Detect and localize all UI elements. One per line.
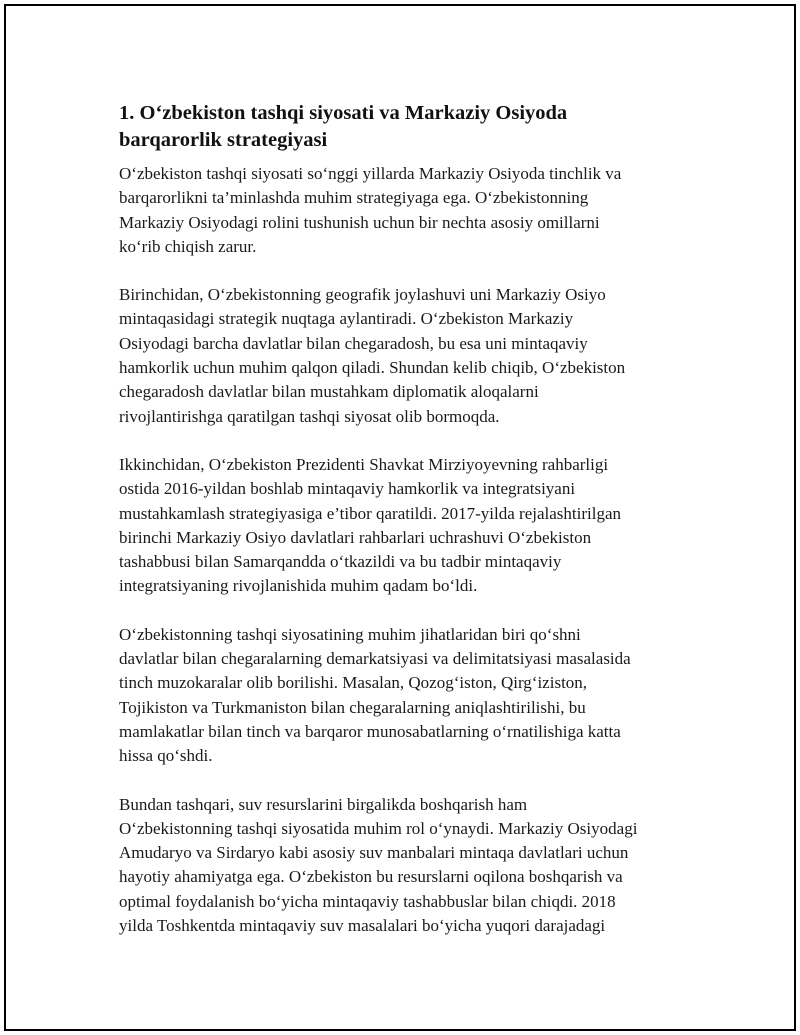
- text-line: chegaradosh davlatlar bilan mustahkam diplomatik aloqalarni: [119, 382, 539, 402]
- text-line: optimal foydalanish bo‘yicha mintaqaviy tashabbuslar bilan chiqdi. 2018: [119, 891, 616, 911]
- section-heading: [119, 100, 699, 154]
- heading-line: barqarorlik strategiyasi: [119, 129, 328, 151]
- text-line: O‘zbekiston tashqi siyosati so‘nggi yillarda Markaziy Osiyoda tinchlik va: [119, 164, 622, 183]
- text-line: integratsiyaning rivojlanishida muhim qadam bo‘ldi.: [119, 576, 478, 596]
- paragraph: [119, 793, 699, 939]
- text-line: birinchi Markaziy Osiyo davlatlari rahbarlari uchrashuvi O‘zbekiston: [119, 527, 592, 547]
- text-line: Tojikiston va Turkmaniston bilan chegaralarning aniqlashtirilishi, bu: [119, 697, 586, 717]
- paragraph: [119, 283, 699, 429]
- text-line: Osiyodagi barcha davlatlar bilan chegaradosh, bu esa uni mintaqaviy: [119, 333, 588, 353]
- text-line: hamkorlik uchun muhim qalqon qiladi. Shundan kelib chiqib, O‘zbekiston: [119, 358, 626, 378]
- paragraph: [119, 162, 699, 259]
- text-line: Ikkinchidan, O‘zbekiston Prezidenti Shavkat Mirziyoyevning rahbarligi: [119, 454, 609, 474]
- text-line: mamlakatlar bilan tinch va barqaror munosabatlarning o‘rnatilishiga katta: [119, 721, 621, 741]
- page-frame: [4, 4, 796, 1031]
- paragraph: [119, 453, 699, 599]
- text-line: davlatlar bilan chegaralarning demarkatsiyasi va delimitatsiyasi masalasida: [119, 649, 631, 669]
- text-line: O‘zbekistonning tashqi siyosatida muhim rol o‘ynaydi. Markaziy Osiyodagi: [119, 818, 638, 838]
- text-line: Bundan tashqari, suv resurslarini birgalikda boshqarish ham: [119, 794, 528, 814]
- text-line: mintaqasidagi strategik nuqtaga aylantiradi. O‘zbekiston Markaziy: [119, 309, 574, 329]
- document-body: [119, 100, 699, 962]
- heading-line: 1. O‘zbekiston tashqi siyosati va Markaziy Osiyoda: [119, 102, 568, 124]
- paragraph: [119, 623, 699, 769]
- text-line: yilda Toshkentda mintaqaviy suv masalalari bo‘yicha yuqori darajadagi: [119, 916, 606, 936]
- text-line: Markaziy Osiyodagi rolini tushunish uchun bir nechta asosiy omillarni: [119, 212, 600, 232]
- text-line: Amudaryo va Sirdaryo kabi asosiy suv manbalari mintaqa davlatlari uchun: [119, 843, 629, 863]
- text-line: tashabbusi bilan Samarqandda o‘tkazildi va bu tadbir mintaqaviy: [119, 552, 562, 572]
- text-line: Birinchidan, O‘zbekistonning geografik joylashuvi uni Markaziy Osiyo: [119, 285, 606, 305]
- text-line: hayotiy ahamiyatga ega. O‘zbekiston bu resurslarni oqilona boshqarish va: [119, 867, 623, 887]
- text-line: hissa qo‘shdi.: [119, 746, 213, 766]
- text-line: rivojlantirishga qaratilgan tashqi siyosat olib bormoqda.: [119, 406, 500, 426]
- text-line: tinch muzokaralar olib borilishi. Masalan, Qozog‘iston, Qirg‘iziston,: [119, 673, 588, 693]
- text-line: ko‘rib chiqish zarur.: [119, 236, 257, 256]
- text-line: barqarorlikni ta’minlashda muhim strategiyaga ega. O‘zbekistonning: [119, 188, 589, 208]
- text-line: mustahkamlash strategiyasiga e’tibor qaratildi. 2017-yilda rejalashtirilgan: [119, 503, 621, 523]
- text-line: ostida 2016-yildan boshlab mintaqaviy hamkorlik va integratsiyani: [119, 479, 576, 499]
- text-line: O‘zbekistonning tashqi siyosatining muhim jihatlaridan biri qo‘shni: [119, 624, 581, 644]
